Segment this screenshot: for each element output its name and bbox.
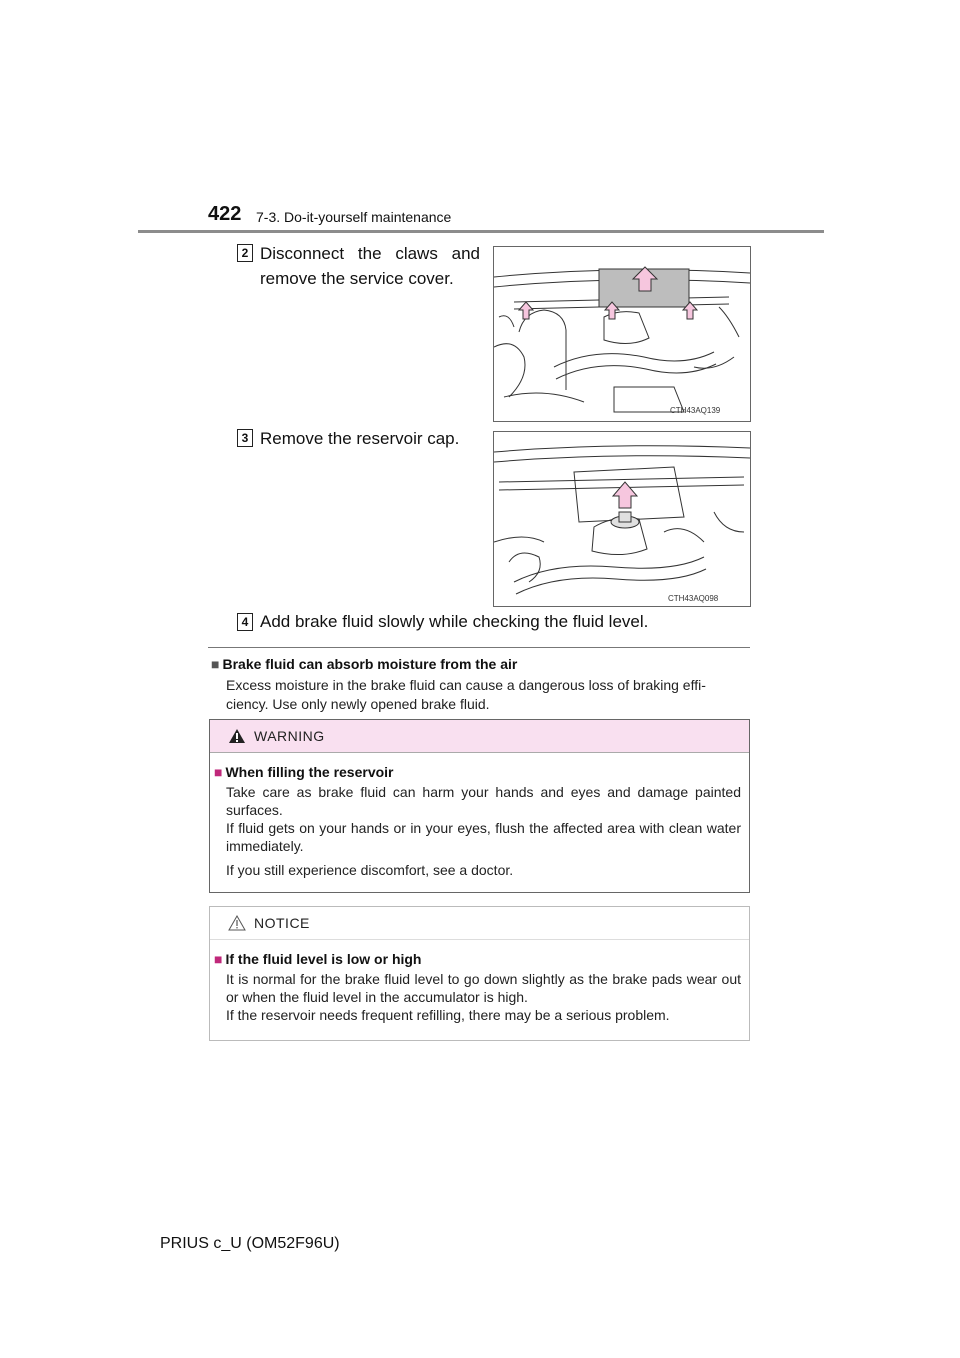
note-heading (211, 656, 517, 672)
warning-subheading (214, 764, 749, 780)
warning-label: WARNING (254, 728, 325, 744)
header-rule (138, 230, 824, 233)
bullet-square-icon: ■ (214, 951, 223, 967)
notice-text (226, 970, 741, 1024)
warning-box (209, 719, 750, 893)
bullet-square-icon: ■ (214, 764, 223, 780)
page-number: 422 (208, 203, 242, 225)
notice-box (209, 906, 750, 1041)
notice-paragraph: It is normal for the brake fluid level to go down slightly as the brake pads wear out or when the fluid level in the accumulator is high. (226, 971, 741, 1005)
warning-header (210, 720, 749, 753)
figure-label-2: CTH43AQ098 (668, 594, 719, 603)
step-text-4: Add brake fluid slowly while checking the fluid level. (260, 612, 649, 631)
step-number-4: 4 (237, 613, 253, 631)
step-text-3: Remove the reservoir cap. (260, 429, 460, 448)
notice-subheading-text: If the fluid level is low or high (225, 951, 422, 967)
notice-header (210, 907, 749, 940)
footer-model: PRIUS c_U (OM52F96U) (160, 1235, 340, 1252)
section-title: 7-3. Do-it-yourself maintenance (256, 209, 452, 225)
step-number-3: 3 (237, 429, 253, 447)
step-number-2: 2 (237, 244, 253, 262)
figure-label-1: CTH43AQ139 (670, 406, 721, 415)
figure-reservoir-cap (493, 431, 751, 607)
warning-subheading-text: When filling the reservoir (225, 764, 394, 780)
notice-subheading (214, 951, 749, 967)
warning-paragraph: If fluid gets on your hands or in your eyes, flush the affected area with clean water immediately. (226, 820, 741, 854)
bullet-square-icon: ■ (211, 656, 220, 672)
caution-triangle-icon (228, 915, 246, 931)
warning-paragraph: If you still experience discomfort, see a doctor. (226, 862, 514, 878)
warning-text (226, 783, 741, 879)
warning-triangle-icon (228, 728, 246, 744)
notice-paragraph: If the reservoir needs frequent refilling, there may be a serious problem. (226, 1007, 670, 1023)
figure-service-cover (493, 246, 751, 422)
notice-label: NOTICE (254, 915, 310, 931)
note-heading-text: Brake fluid can absorb moisture from the air (222, 656, 518, 672)
note-body: Excess moisture in the brake fluid can cause a dangerous loss of braking effi-ciency. Use only newly opened brake fluid. (226, 677, 706, 712)
section-divider (208, 647, 750, 648)
step-text-2: Disconnect the claws and remove the service cover. (260, 244, 480, 288)
warning-paragraph: Take care as brake fluid can harm your hands and eyes and damage painted surfaces. (226, 784, 741, 818)
